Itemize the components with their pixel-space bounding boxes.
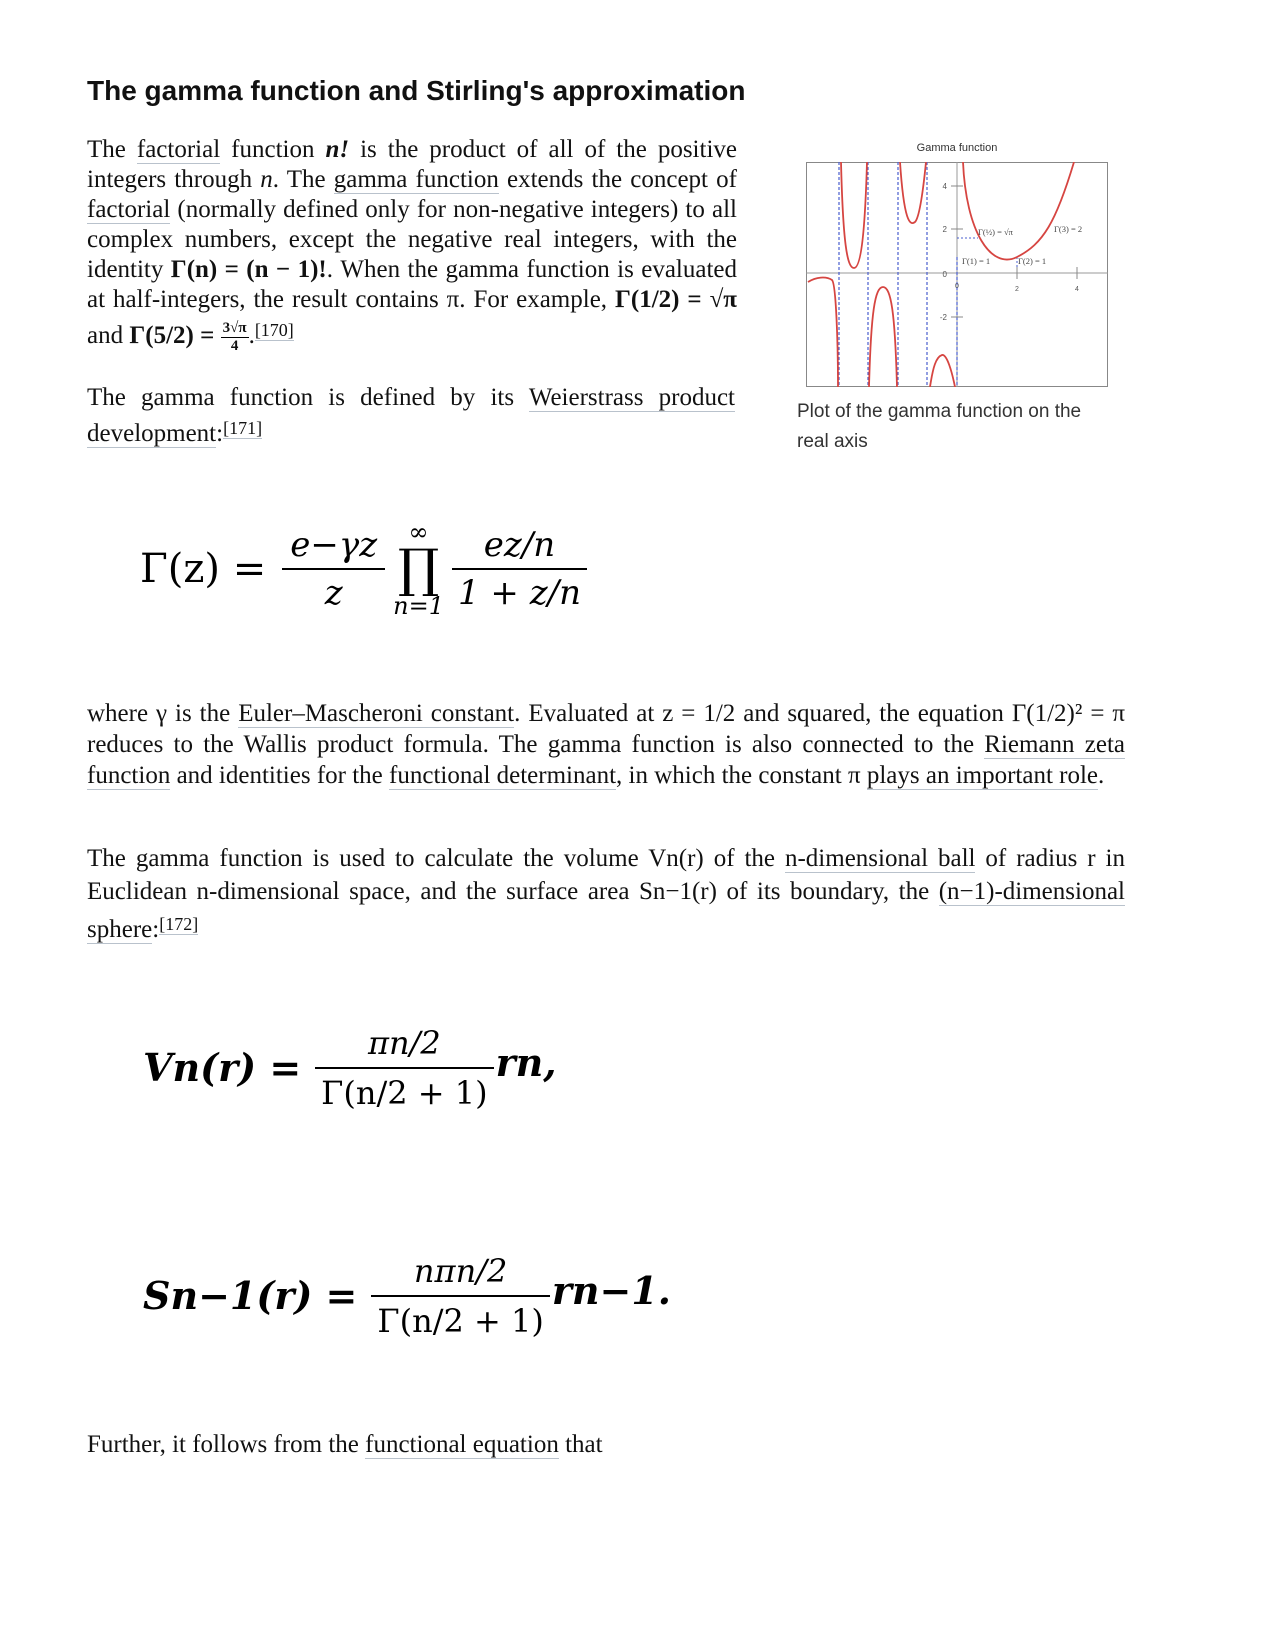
math-n-factorial: n!: [325, 136, 350, 163]
math-example-2-fraction: $\frac{3√\pi}{4}$: [222, 319, 247, 354]
y-tick-neg2: -2: [939, 313, 947, 322]
math-example-2: Γ(5/2) =: [129, 322, 221, 349]
x-tick-0: 0: [955, 283, 959, 290]
equation-weierstrass: Γ(z) = $\frac{e-\gamma z}{z}$ ∞ ∏ n=1 $\frac{ez/n}{1 + z/n}$: [140, 514, 587, 624]
citation-171[interactable]: [171]: [223, 418, 263, 438]
label-gamma-half: Γ(½) = √π: [978, 227, 1013, 237]
paragraph-intro: The factorial function n! is the product of all of the positive integers through n. The gamma function extends the concept of factorial (normally defined only for non-negative integers) to all complex numbers, except the negative real integers, with the identity Γ(n) = (n − 1)!. When the gamma function is evaluated at half-integers, the result contains π. For example, Γ(1/2) = √π and Γ(5/2) = $\frac{3√\pi}{4}$ .[170]: [87, 136, 737, 354]
link-weierstrass[interactable]: Weierstrass product development: [87, 384, 736, 447]
y-tick-2: 2: [942, 225, 947, 234]
label-gamma-3: Γ(3) = 2: [1054, 224, 1083, 234]
paragraph-euler-mascheroni: where γ is the Euler–Mascheroni constant. Evaluated at z = 1/2 and squared, the equation Γ(1/2)² = π reduces to the Wallis product formula. The gamma function is also connected to the Riemann zeta function and identities for the functional determinant, in which the constant π plays an important role.: [87, 700, 1126, 789]
link-plays-important-role[interactable]: plays an important role: [866, 762, 1099, 789]
link-functional-equation[interactable]: functional equation: [365, 1431, 559, 1458]
y-tick-0: 0: [942, 270, 947, 279]
link-n-ball[interactable]: n-dimensional ball: [784, 845, 976, 872]
math-identity: Γ(n) = (n − 1)!: [170, 256, 327, 283]
paragraph-volume: The gamma function is used to calculate the volume Vn(r) of the n-dimensional ball of radius r in Euclidean n-dimensional space, and the surface area Sn−1(r) of its boundary, the (n−1)-dimensional sphere:[172]: [87, 845, 1125, 943]
citation-170[interactable]: [170]: [254, 320, 294, 340]
y-tick-4: 4: [942, 182, 947, 191]
figure-caption: Plot of the gamma function on the real axis: [797, 401, 1082, 452]
page-title: The gamma function and Stirling's approximation: [87, 75, 746, 106]
link-factorial[interactable]: factorial: [136, 136, 221, 163]
paragraph-functional-equation: Further, it follows from the functional equation that: [87, 1431, 603, 1458]
math-example-1: Γ(1/2) = √π: [614, 286, 737, 313]
label-gamma-2: Γ(2) = 1: [1018, 256, 1047, 266]
equation-surface: Sn−1(r) = $\frac{\text{nπn/2}}{\Gamma(n/2 + 1)}$ rn−1.: [143, 1238, 671, 1353]
equation-volume: Vn(r) = $\frac{\pi n/2}{\Gamma(n/2 + 1)}$ rn,: [143, 1010, 557, 1125]
link-functional-determinant[interactable]: functional determinant: [389, 762, 617, 789]
link-gamma-function[interactable]: gamma function: [333, 166, 499, 193]
link-n-sphere[interactable]: (n−1)-dimensional sphere: [87, 878, 1125, 943]
link-euler-mascheroni[interactable]: Euler–Mascheroni constant: [238, 700, 515, 727]
gamma-plot[interactable]: [806, 162, 1108, 387]
link-factorial-2[interactable]: factorial: [87, 196, 171, 223]
x-tick-2: 2: [1015, 286, 1019, 293]
figure-title: Gamma function: [916, 142, 998, 154]
label-gamma-1: Γ(1) = 1: [962, 256, 991, 266]
x-tick-4: 4: [1075, 286, 1079, 293]
citation-172[interactable]: [172]: [159, 914, 199, 934]
paragraph-weierstrass: The gamma function is defined by its Weierstrass product development:[171]: [87, 384, 736, 447]
link-riemann-zeta[interactable]: Riemann zeta function: [87, 731, 1125, 789]
